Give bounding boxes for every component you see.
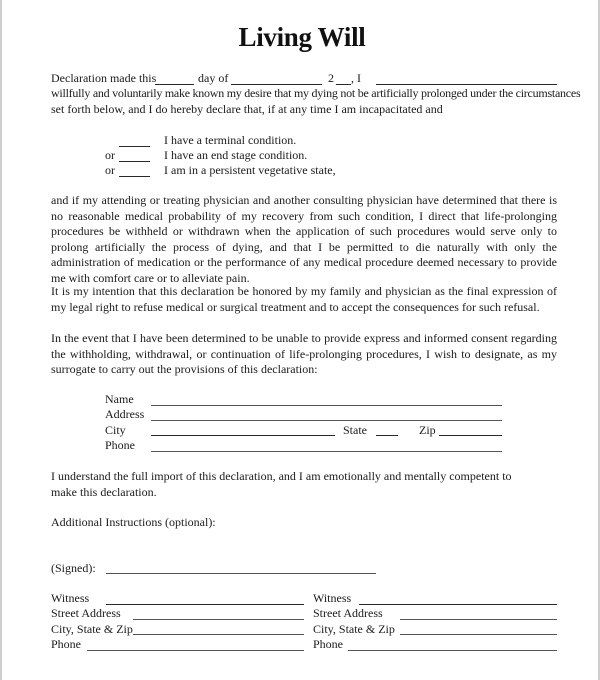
- paragraph-intention: It is my intention that this declaration be honored by my family and physician as the final expression of my legal right to refuse medical or surgical treatment and to accept the consequences for such refusal.: [51, 284, 557, 314]
- document-title: Living Will: [238, 22, 366, 52]
- year-prefix: 2: [328, 71, 334, 85]
- witness-1-phone-field[interactable]: [87, 650, 304, 651]
- witness-label: Witness: [313, 591, 352, 605]
- city-state-zip-label: City, State & Zip: [313, 622, 395, 636]
- condition-checkbox-vegetative[interactable]: [119, 176, 150, 177]
- condition-text: I have a terminal condition.: [164, 133, 297, 147]
- witness-1-field[interactable]: [106, 604, 304, 605]
- year-field[interactable]: [336, 84, 351, 85]
- paragraph-understand: I understand the full import of this declaration, and I am emotionally and mentally competent to make this declaration.: [51, 469, 512, 499]
- condition-checkbox-end-stage[interactable]: [119, 161, 150, 162]
- city-state-zip-label: City, State & Zip: [51, 622, 133, 636]
- surrogate-name-label: Name: [105, 392, 134, 406]
- additional-instructions-label: Additional Instructions (optional):: [51, 515, 216, 529]
- surrogate-state-field[interactable]: [376, 435, 398, 436]
- phone-label: Phone: [313, 637, 343, 651]
- surrogate-address-field[interactable]: [151, 420, 502, 421]
- witness-2-street-field[interactable]: [400, 619, 557, 620]
- witness-label: Witness: [51, 591, 90, 605]
- signature-field[interactable]: [106, 573, 376, 574]
- surrogate-phone-label: Phone: [105, 438, 135, 452]
- declaration-line-2: willfully and voluntarily make known my desire that my dying not be artificially prolonged under the circumstances: [51, 86, 581, 100]
- phone-label: Phone: [51, 637, 81, 651]
- paragraph-surrogate: In the event that I have been determined to be unable to provide express and informed consent regarding the withholding, withdrawal, or continuation of life-prolonging procedures, I wish to designate, as my surrogate to carry out the provisions of this declaration:: [51, 331, 557, 376]
- witness-2-phone-field[interactable]: [348, 650, 557, 651]
- surrogate-address-label: Address: [105, 407, 145, 421]
- surrogate-zip-field[interactable]: [439, 435, 502, 436]
- street-address-label: Street Address: [313, 606, 383, 620]
- surrogate-name-field[interactable]: [151, 405, 502, 406]
- month-field[interactable]: [231, 84, 322, 85]
- declaration-prefix: Declaration made this: [51, 71, 157, 85]
- surrogate-city-label: City: [105, 423, 126, 437]
- condition-text: I am in a persistent vegetative state,: [164, 163, 336, 177]
- witness-2-city-field[interactable]: [400, 634, 557, 635]
- paragraph-physician: and if my attending or treating physician and another consulting physician have determined that there is no reasonable medical probability of my recovery from such condition, I direct that life-prolonging procedures be withheld or withdrawn when the application of such procedures would serve only to prolong artificially the process of dying, and that I be permitted to die naturally with only the administration of medication or the performance of any medical procedure deemed necessary to provide me with comfort care or to alleviate pain.: [51, 193, 557, 285]
- condition-or: or: [105, 163, 115, 177]
- surrogate-city-field[interactable]: [151, 435, 335, 436]
- i-label: , I: [351, 71, 361, 85]
- witness-1-street-field[interactable]: [133, 619, 304, 620]
- day-of-label: day of: [198, 71, 229, 85]
- condition-or: or: [105, 148, 115, 162]
- surrogate-phone-field[interactable]: [151, 451, 502, 452]
- signed-label: (Signed):: [51, 561, 96, 575]
- day-field[interactable]: [155, 84, 194, 85]
- declarant-name-field[interactable]: [376, 84, 557, 85]
- declaration-line-3: set forth below, and I do hereby declare that, if at any time I am incapacitated and: [51, 102, 443, 116]
- witness-2-field[interactable]: [359, 604, 557, 605]
- street-address-label: Street Address: [51, 606, 121, 620]
- witness-1-city-field[interactable]: [133, 634, 304, 635]
- condition-text: I have an end stage condition.: [164, 148, 308, 162]
- surrogate-state-label: State: [343, 423, 367, 437]
- condition-checkbox-terminal[interactable]: [119, 146, 150, 147]
- surrogate-zip-label: Zip: [419, 423, 436, 437]
